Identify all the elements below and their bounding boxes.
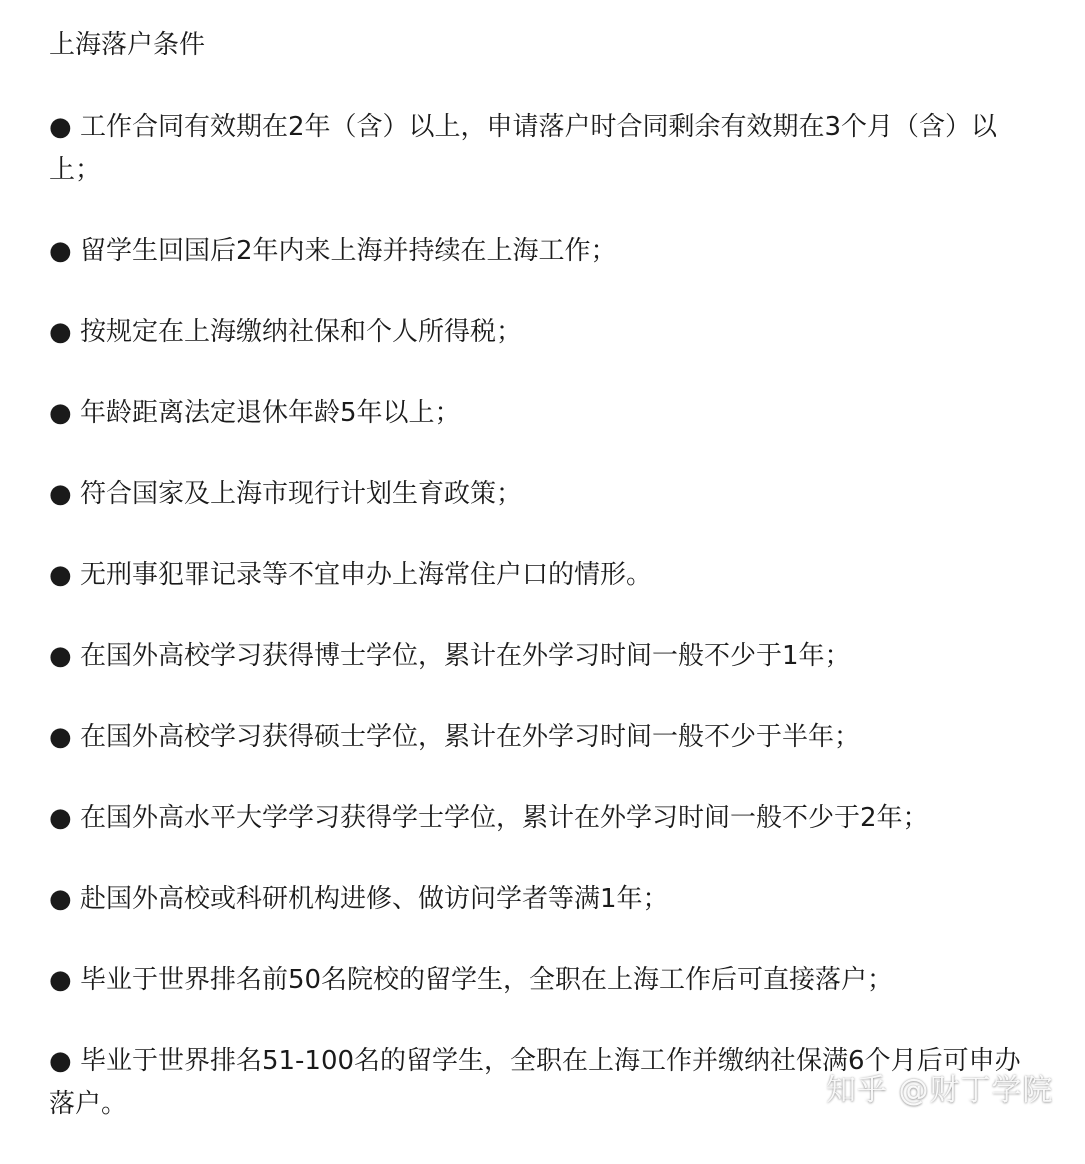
article-title: 上海落户条件 [49, 30, 206, 60]
list-item-social-insurance-tax: ● 按规定在上海缴纳社保和个人所得税； [49, 317, 522, 347]
list-item-top-51-100: ● 毕业于世界排名51-100名的留学生，全职在上海工作并缴纳社保满6个月后可申办落户。 [49, 1046, 1021, 1119]
list-item-no-criminal-record: ● 无刑事犯罪记录等不宜申办上海常住户口的情形。 [49, 560, 652, 590]
list-item-return-within-2-years: ● 留学生回国后2年内来上海并持续在上海工作； [49, 236, 617, 266]
zhihu-watermark: 知乎 @财丁学院 [826, 1073, 1054, 1108]
list-item-doctorate: ● 在国外高校学习获得博士学位，累计在外学习时间一般不少于1年； [49, 641, 851, 671]
list-item-contract-term: ● 工作合同有效期在2年（含）以上，申请落户时合同剩余有效期在3个月（含）以上； [49, 112, 998, 185]
list-item-masters: ● 在国外高校学习获得硕士学位，累计在外学习时间一般不少于半年； [49, 722, 860, 752]
list-item-top-50: ● 毕业于世界排名前50名院校的留学生，全职在上海工作后可直接落户； [49, 965, 894, 995]
list-item-visiting-scholar: ● 赴国外高校或科研机构进修、做访问学者等满1年； [49, 884, 669, 914]
list-item-bachelors: ● 在国外高水平大学学习获得学士学位，累计在外学习时间一般不少于2年； [49, 803, 929, 833]
list-item-family-planning: ● 符合国家及上海市现行计划生育政策； [49, 479, 522, 509]
article-body [49, 24, 1039, 1164]
list-item-age-requirement: ● 年龄距离法定退休年龄5年以上； [49, 398, 461, 428]
